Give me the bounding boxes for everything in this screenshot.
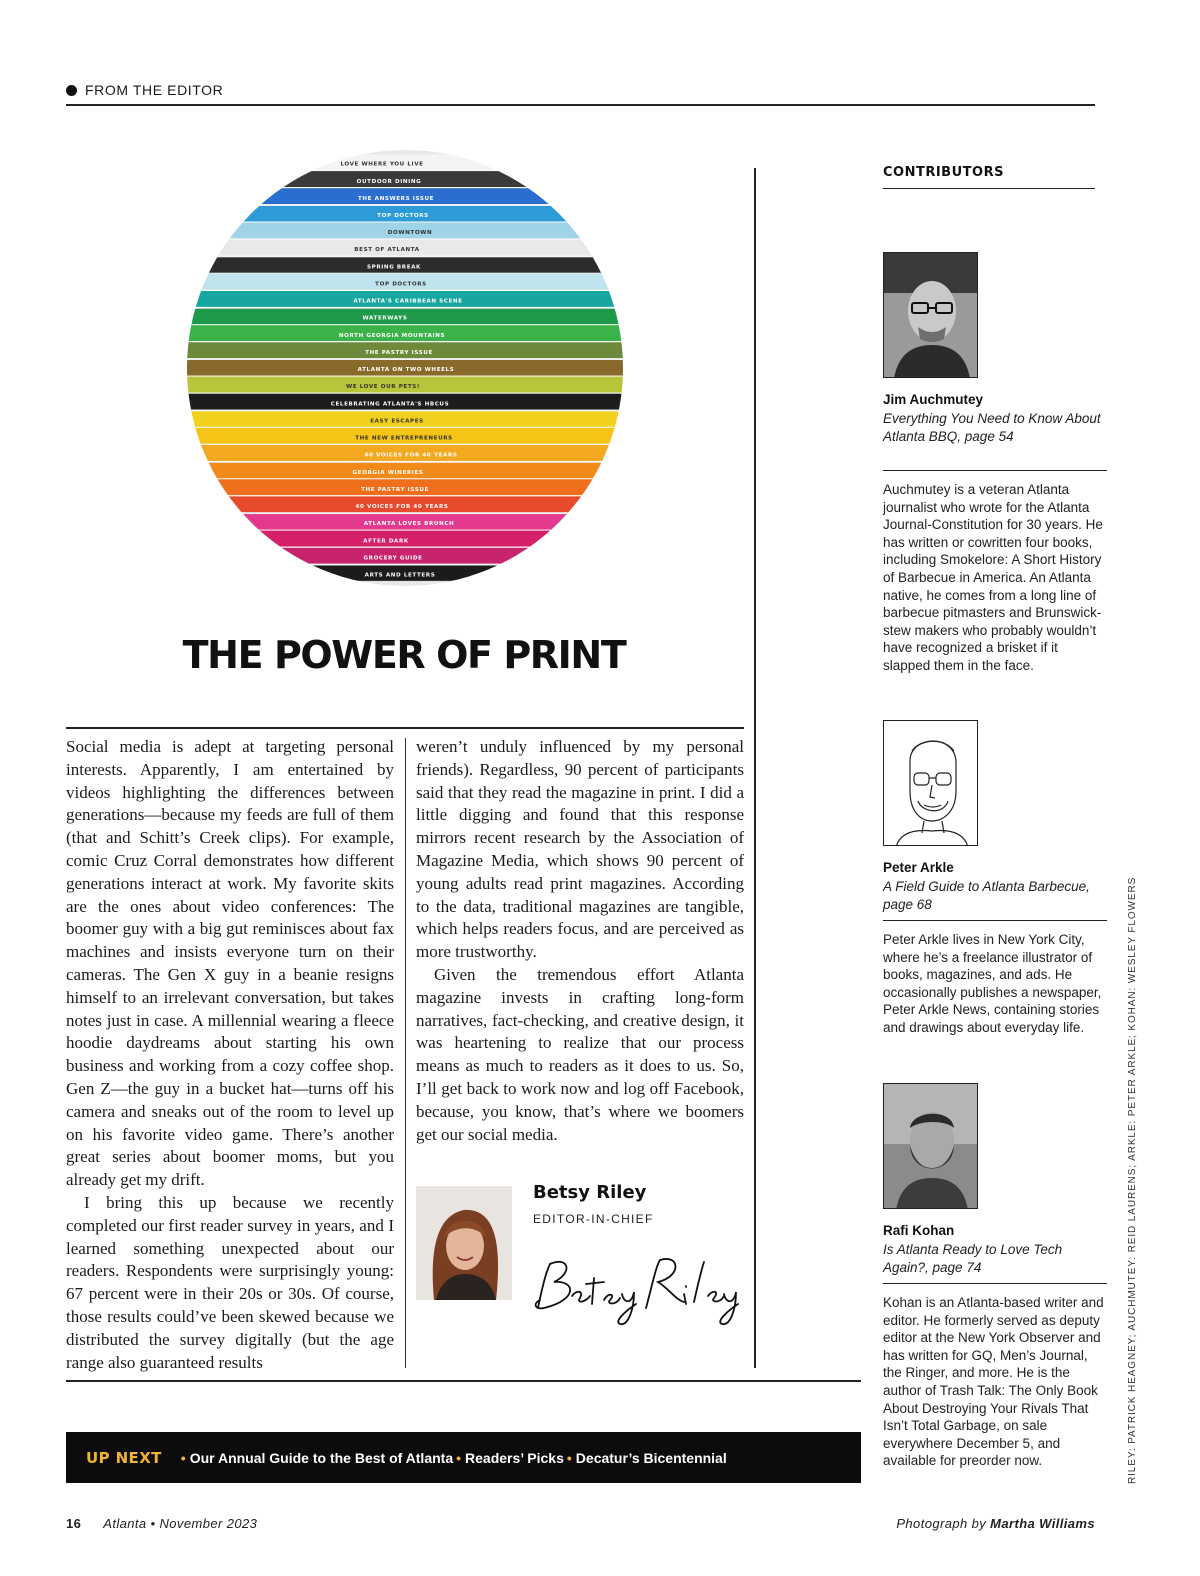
up-next-item-label: Our Annual Guide to the Best of Atlanta [189, 1449, 454, 1466]
photo-credit-prefix: Photograph by [896, 1516, 987, 1531]
up-next-label: UP NEXT [86, 1448, 162, 1467]
spine-edge [187, 495, 623, 496]
up-next-item[interactable] [178, 1450, 453, 1466]
spine-edge [187, 341, 623, 342]
magazine-spine-title: 40 VOICES FOR 40 YEARS [364, 452, 458, 459]
magazine-spine-title: DOWNTOWN [387, 230, 433, 237]
folio [66, 1516, 257, 1531]
magazine-spine-title: THE NEW ENTREPRENEURS [355, 435, 453, 442]
magazine-spine-title: THE PASTRY ISSUE [361, 486, 429, 493]
magazine-spine-title: ATLANTA'S CARIBBEAN SCENE [353, 298, 463, 305]
up-next-item[interactable] [564, 1450, 727, 1466]
spine-edge [187, 238, 623, 239]
contributor-story: Is Atlanta Ready to Love Tech Again?, page 74 [883, 1242, 1063, 1275]
photo-credit [896, 1516, 1095, 1531]
spine-edge [187, 170, 623, 171]
spine-edge [187, 478, 623, 479]
section-label-text: FROM THE EDITOR [85, 82, 224, 98]
contributor-name: Peter Arkle [883, 860, 954, 875]
magazine-spine-title: THE PASTRY ISSUE [365, 350, 433, 356]
magazine-spine-title: ARTS AND LETTERS [364, 572, 436, 579]
spine-edge [187, 444, 623, 445]
contributor-bio: Auchmutey is a veteran Atlanta journalist who wrote for the Atlanta Journal-Constitution for 30 years. He has written or cowritten four books, including Smokelore: A Short History of Barbecue in America. An Atlanta native, he comes from a long line of barbecue pitmasters and Brunswick-stew makers who probably wouldn’t have recognized a brisket if it slapped them in the face. [883, 482, 1103, 673]
contributors-heading: CONTRIBUTORS [883, 165, 1004, 180]
magazine-spine-title: ATLANTA LOVES BRUNCH [363, 521, 455, 528]
contributor-name: Rafi Kohan [883, 1223, 955, 1238]
contributor-bio: Peter Arkle lives in New York City, where he’s a freelance illustrator of books, magazines, and ads. He occasionally publishes a newspaper, Peter Arkle News, containing stories and drawings about everyday life. [883, 932, 1102, 1035]
bullet-icon: • [180, 1449, 186, 1466]
contributor-name: Jim Auchmutey [883, 392, 984, 407]
spine-edge [187, 273, 623, 274]
contributor-card [883, 720, 1107, 1035]
spine-edge [187, 307, 623, 308]
body-column-1 [66, 736, 394, 1374]
up-next-item-label: Decatur’s Bicentennial [575, 1449, 727, 1466]
magazine-spine-title: THE ANSWERS ISSUE [357, 195, 435, 202]
bullet-dot-icon [66, 85, 77, 96]
contributor-card [883, 1083, 1107, 1469]
photographer-name: Martha Williams [990, 1516, 1095, 1531]
paragraph: I bring this up because we recently completed our first reader survey in years, and I learned something unexpected about our readers. Respondents were surprisingly young: 67 percent were in their 20s or 30s. Of course, those results could’ve been skewed because we distributed the survey digitally (but the age range also guaranteed results [66, 1192, 394, 1372]
magazine-spine-title: BEST OF ATLANTA [354, 247, 420, 254]
handwritten-signature [524, 1238, 746, 1330]
bullet-icon: • [566, 1449, 572, 1466]
contributor-photo [883, 252, 978, 378]
editor-title: EDITOR-IN-CHIEF [533, 1212, 654, 1226]
contributor-photo [883, 1083, 978, 1209]
spine-edge [187, 358, 623, 359]
photo-credits-vertical: RILEY: PATRICK HEAGNEY; AUCHMUTEY: REID LAURENS; ARKLE: PETER ARKLE; KOHAN: WESLEY FLOWERS [1127, 876, 1138, 1484]
editor-name: Betsy Riley [533, 1182, 647, 1203]
magazine-spine-title: OUTDOOR DINING [356, 178, 422, 185]
spine-edge [187, 547, 623, 548]
bullet-icon: • [456, 1449, 462, 1466]
magazine-spine-title: GEORGIA WINERIES [352, 469, 424, 476]
up-next-item-label: Readers’ Picks [465, 1449, 564, 1466]
contributor-card [883, 252, 1107, 673]
article-bottom-rule [66, 1380, 861, 1382]
magazine-spine-title: LOVE WHERE YOU LIVE [340, 161, 424, 168]
article-headline: THE POWER OF PRINT [182, 633, 626, 677]
contributor-rule [883, 1283, 1107, 1284]
hero-magazine-stack-image [187, 150, 623, 586]
magazine-spine-title: TOP DOCTORS [375, 281, 427, 288]
magazine-spines-graphic [187, 150, 623, 586]
contributor-rule [883, 920, 1107, 921]
spine-edge [187, 410, 623, 411]
paragraph: Social media is adept at targeting personal interests. Apparently, I am entertained by videos highlighting the differences between generations—because my feeds are full of them (that and Schitt’s Creek clips). For example, comic Cruz Corral demonstrates how different generations interact at work. My favorite skits are the ones about video conferences: The boomer guy with a big gut reminisces about fax machines and insists everyone turn on their cameras. The Gen X guy in a beanie resigns himself to an irrelevant conversation, but takes notes just in case. A millennial wearing a fleece hoodie daydreams about starting his own business and working from a cozy coffee shop. Gen Z—the guy in a bucket hat—turns off his camera and sneaks out of the room to level up on his favorite video game. There’s another great series about boomer moms, but you already get my drift. [66, 737, 394, 1190]
column-divider [754, 168, 756, 1368]
page-number: 16 [66, 1516, 82, 1531]
magazine-spine-title: CELEBRATING ATLANTA'S HBCUS [330, 401, 450, 408]
magazine-spine-title: GROCERY GUIDE [363, 555, 423, 562]
magazine-spine-title: 40 VOICES FOR 40 YEARS [355, 504, 449, 510]
contributor-rule [883, 470, 1107, 471]
magazine-spine-title: EASY ESCAPES [370, 418, 424, 425]
magazine-spine-title: SPRING BREAK [367, 264, 421, 271]
editor-photo [416, 1186, 512, 1300]
magazine-spine-title: TOP DOCTORS [377, 213, 429, 219]
magazine-spine-title: ATLANTA ON TWO WHEELS [357, 367, 455, 374]
up-next-banner [66, 1432, 861, 1483]
section-label [66, 80, 223, 100]
spine-edge [187, 461, 623, 462]
magazine-issue: Atlanta • November 2023 [103, 1516, 258, 1531]
spine-edge [187, 187, 623, 188]
top-rule [66, 104, 1095, 106]
paragraph: Given the tremendous effort Atlanta magazine invests in crafting long-form narratives, fact-checking, and creative design, it was heartening to realize that our process means as much to readers as it does to us. So, I’ll get back to work now and log off Facebook, because, you know, that’s where we boomers get our social media. [416, 964, 744, 1144]
spine-edge [187, 427, 623, 428]
spine-edge [187, 581, 623, 582]
spine-edge [187, 256, 623, 257]
text-column-divider [405, 738, 406, 1368]
magazine-spine-title: WATERWAYS [362, 315, 408, 322]
spine-edge [187, 221, 623, 222]
magazine-spine-title: AFTER DARK [363, 538, 409, 545]
body-column-2 [416, 736, 744, 1146]
spine-edge [187, 290, 623, 291]
spine-edge [187, 324, 623, 325]
contributor-illustration [883, 720, 978, 846]
spine-edge [187, 375, 623, 376]
contributor-story: A Field Guide to Atlanta Barbecue, page 68 [883, 879, 1090, 912]
spine-edge [187, 564, 623, 565]
spine-edge [187, 393, 623, 394]
magazine-spine-title: NORTH GEORGIA MOUNTAINS [338, 332, 446, 339]
contributor-bio: Kohan is an Atlanta-based writer and editor. He formerly served as deputy editor at the New York Observer and has written for GQ, Men’s Journal, the Ringer, and more. He is the author of Trash Talk: The Only Book About Destroying Your Rivals That Isn’t Total Garbage, on sale everywhere December 5, and available for preorder now. [883, 1295, 1104, 1469]
up-next-item[interactable] [453, 1450, 564, 1466]
magazine-spine-title: WE LOVE OUR PETS! [345, 384, 421, 391]
spine-edge [187, 204, 623, 205]
paragraph: weren’t unduly influenced by my personal friends). Regardless, 90 percent of participants said that they read the magazine in print. I did a little digging and found that this response mirrors recent research by the Association of Magazine Media, which shows 90 percent of young adults read print magazines. According to the data, traditional magazines are tangible, which helps readers focus, and are perceived as more trustworthy. [416, 737, 744, 962]
contributor-story: Everything You Need to Know About Atlanta BBQ, page 54 [883, 411, 1101, 444]
spine-edge [187, 512, 623, 513]
contributors-rule [883, 188, 1095, 189]
article-top-rule [66, 727, 744, 729]
spine-edge [187, 529, 623, 530]
